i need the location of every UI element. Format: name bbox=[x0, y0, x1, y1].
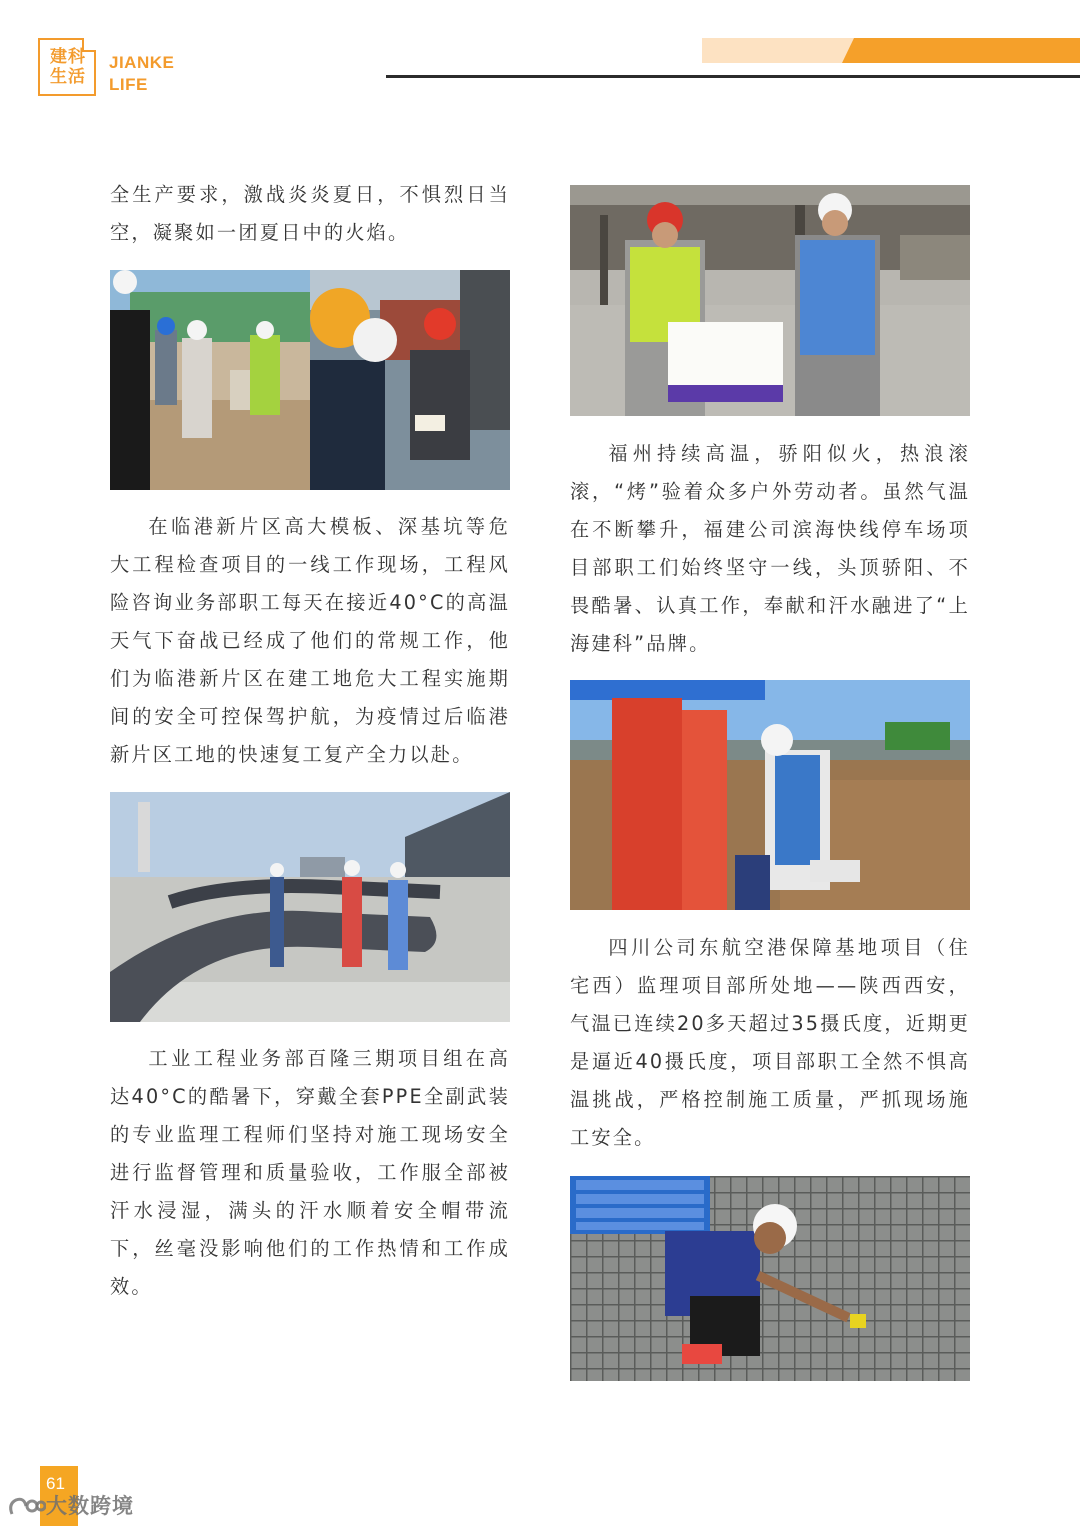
left-paragraph-2: 在临港新片区高大模板、深基坑等危大工程检查项目的一线工作现场，工程风险咨询业务部职工每天在接近40°C的高温天气下奋战已经成了他们的常规工作，他们为临港新片区在建工地危大工程实施期间的安全可控保驾护航，为疫情过后临港新片区工地的快速复工复产全力以赴。 bbox=[110, 515, 510, 766]
watermark-logo-icon bbox=[6, 1494, 46, 1520]
logo-english-line-1: JIANKE bbox=[109, 53, 175, 72]
photo-workers-with-sign bbox=[570, 185, 970, 416]
logo-english-text bbox=[109, 52, 174, 96]
left-paragraph-3: 工业工程业务部百隆三期项目组在高达40°C的酷暑下，穿戴全套PPE全副武装的专业监理工程师们坚持对施工现场安全进行监督管理和质量验收，工作服全部被汗水浸湿，满头的汗水顺着安全帽带流下，丝毫没影响他们的工作热情和工作成效。 bbox=[110, 1047, 510, 1298]
photo-rooftop-pipes bbox=[110, 792, 510, 1022]
photo-site-inspection bbox=[110, 270, 510, 490]
photo-electrical-cabinet bbox=[570, 680, 970, 910]
logo-english-line-2: LIFE bbox=[109, 75, 148, 94]
watermark-text: 大数跨境 bbox=[46, 1494, 134, 1518]
watermark bbox=[6, 1490, 134, 1520]
page-number: 61 bbox=[46, 1474, 65, 1493]
photo-rebar-measurement bbox=[570, 1176, 970, 1381]
left-paragraph-1: 全生产要求，激战炎炎夏日，不惧烈日当空，凝聚如一团夏日中的火焰。 bbox=[110, 183, 510, 244]
logo-chinese-text: 建科生活 bbox=[50, 47, 86, 87]
header-orange-bar bbox=[702, 38, 1080, 63]
header-rule bbox=[386, 75, 1080, 78]
right-paragraph-1: 福州持续高温，骄阳似火，热浪滚滚，“烤”验着众多户外劳动者。虽然气温在不断攀升，福建公司滨海快线停车场项目部职工们始终坚守一线，头顶骄阳、不畏酷暑、认真工作，奉献和汗水融进了“上海建科”品牌。 bbox=[570, 442, 970, 655]
right-paragraph-2: 四川公司东航空港保障基地项目（住宅西）监理项目部所处地——陕西西安，气温已连续20多天超过35摄氏度，近期更是逼近40摄氏度，项目部职工全然不惧高温挑战，严格控制施工质量，严抓现场施工安全。 bbox=[570, 936, 970, 1149]
